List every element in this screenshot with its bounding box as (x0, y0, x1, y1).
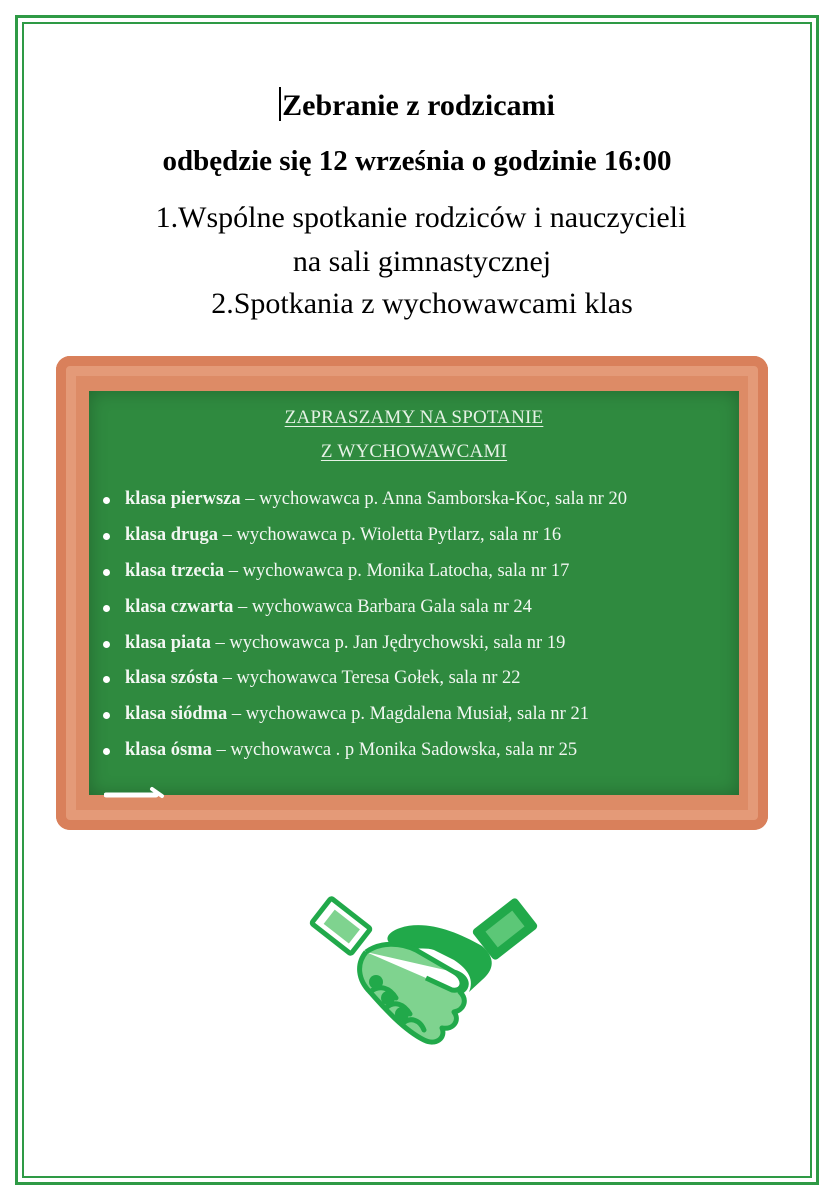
class-detail: – wychowawca p. Jan Jędrychowski, sala nr 19 (210, 632, 566, 653)
bullet-icon (103, 533, 110, 540)
class-name: klasa siódma (125, 704, 228, 725)
list-item (99, 633, 627, 669)
class-name: klasa czwarta (125, 596, 234, 617)
class-name: klasa szósta (125, 668, 219, 689)
bullet-icon (103, 676, 110, 683)
list-item (99, 668, 627, 704)
list-item (99, 525, 627, 561)
handshake-icon (304, 880, 544, 1055)
class-name: klasa trzecia (125, 560, 225, 581)
bullet-icon (103, 748, 110, 755)
board-title-line-1: ZAPRASZAMY NA SPOTANIE (284, 407, 544, 428)
chalk-icon (104, 786, 166, 800)
board-title-line-2: Z WYCHOWAWCAMI (320, 441, 508, 462)
agenda-line-3: 2.Spotkania z wychowawcami klas (211, 287, 633, 320)
bullet-icon (103, 605, 110, 612)
agenda-line-1: 1.Wspólne spotkanie rodziców i nauczycieli (155, 201, 687, 234)
agenda-line-2: na sali gimnastycznej (292, 245, 552, 278)
page-title (0, 87, 834, 123)
text-cursor (279, 87, 281, 121)
bullet-icon (103, 569, 110, 576)
list-item (99, 561, 627, 597)
class-name: klasa piata (125, 632, 211, 653)
list-item (99, 740, 627, 776)
class-detail: – wychowawca Barbara Gala sala nr 24 (233, 596, 532, 617)
class-detail: – wychowawca p. Anna Samborska-Koc, sala nr 20 (240, 489, 627, 509)
class-name: klasa druga (125, 524, 219, 545)
class-list (99, 489, 627, 776)
class-detail: – wychowawca p. Magdalena Musiał, sala nr 21 (227, 704, 589, 725)
class-detail: – wychowawca p. Monika Latocha, sala nr 17 (224, 560, 570, 581)
list-item (99, 597, 627, 633)
page-title-text: Zebranie z rodzicami (282, 89, 555, 122)
class-name: klasa pierwsza (125, 489, 241, 509)
class-name: klasa ósma (125, 740, 212, 761)
meeting-date-line: odbędzie się 12 września o godzinie 16:00 (162, 145, 672, 177)
class-detail: – wychowawca Teresa Gołek, sala nr 22 (218, 668, 521, 689)
list-item (99, 489, 627, 525)
bullet-icon (103, 497, 110, 504)
chalkboard (89, 391, 739, 795)
class-detail: – wychowawca p. Wioletta Pytlarz, sala nr 16 (218, 524, 562, 545)
class-detail: – wychowawca . p Monika Sadowska, sala nr 25 (211, 740, 578, 761)
list-item (99, 704, 627, 740)
bullet-icon (103, 641, 110, 648)
bullet-icon (103, 712, 110, 719)
